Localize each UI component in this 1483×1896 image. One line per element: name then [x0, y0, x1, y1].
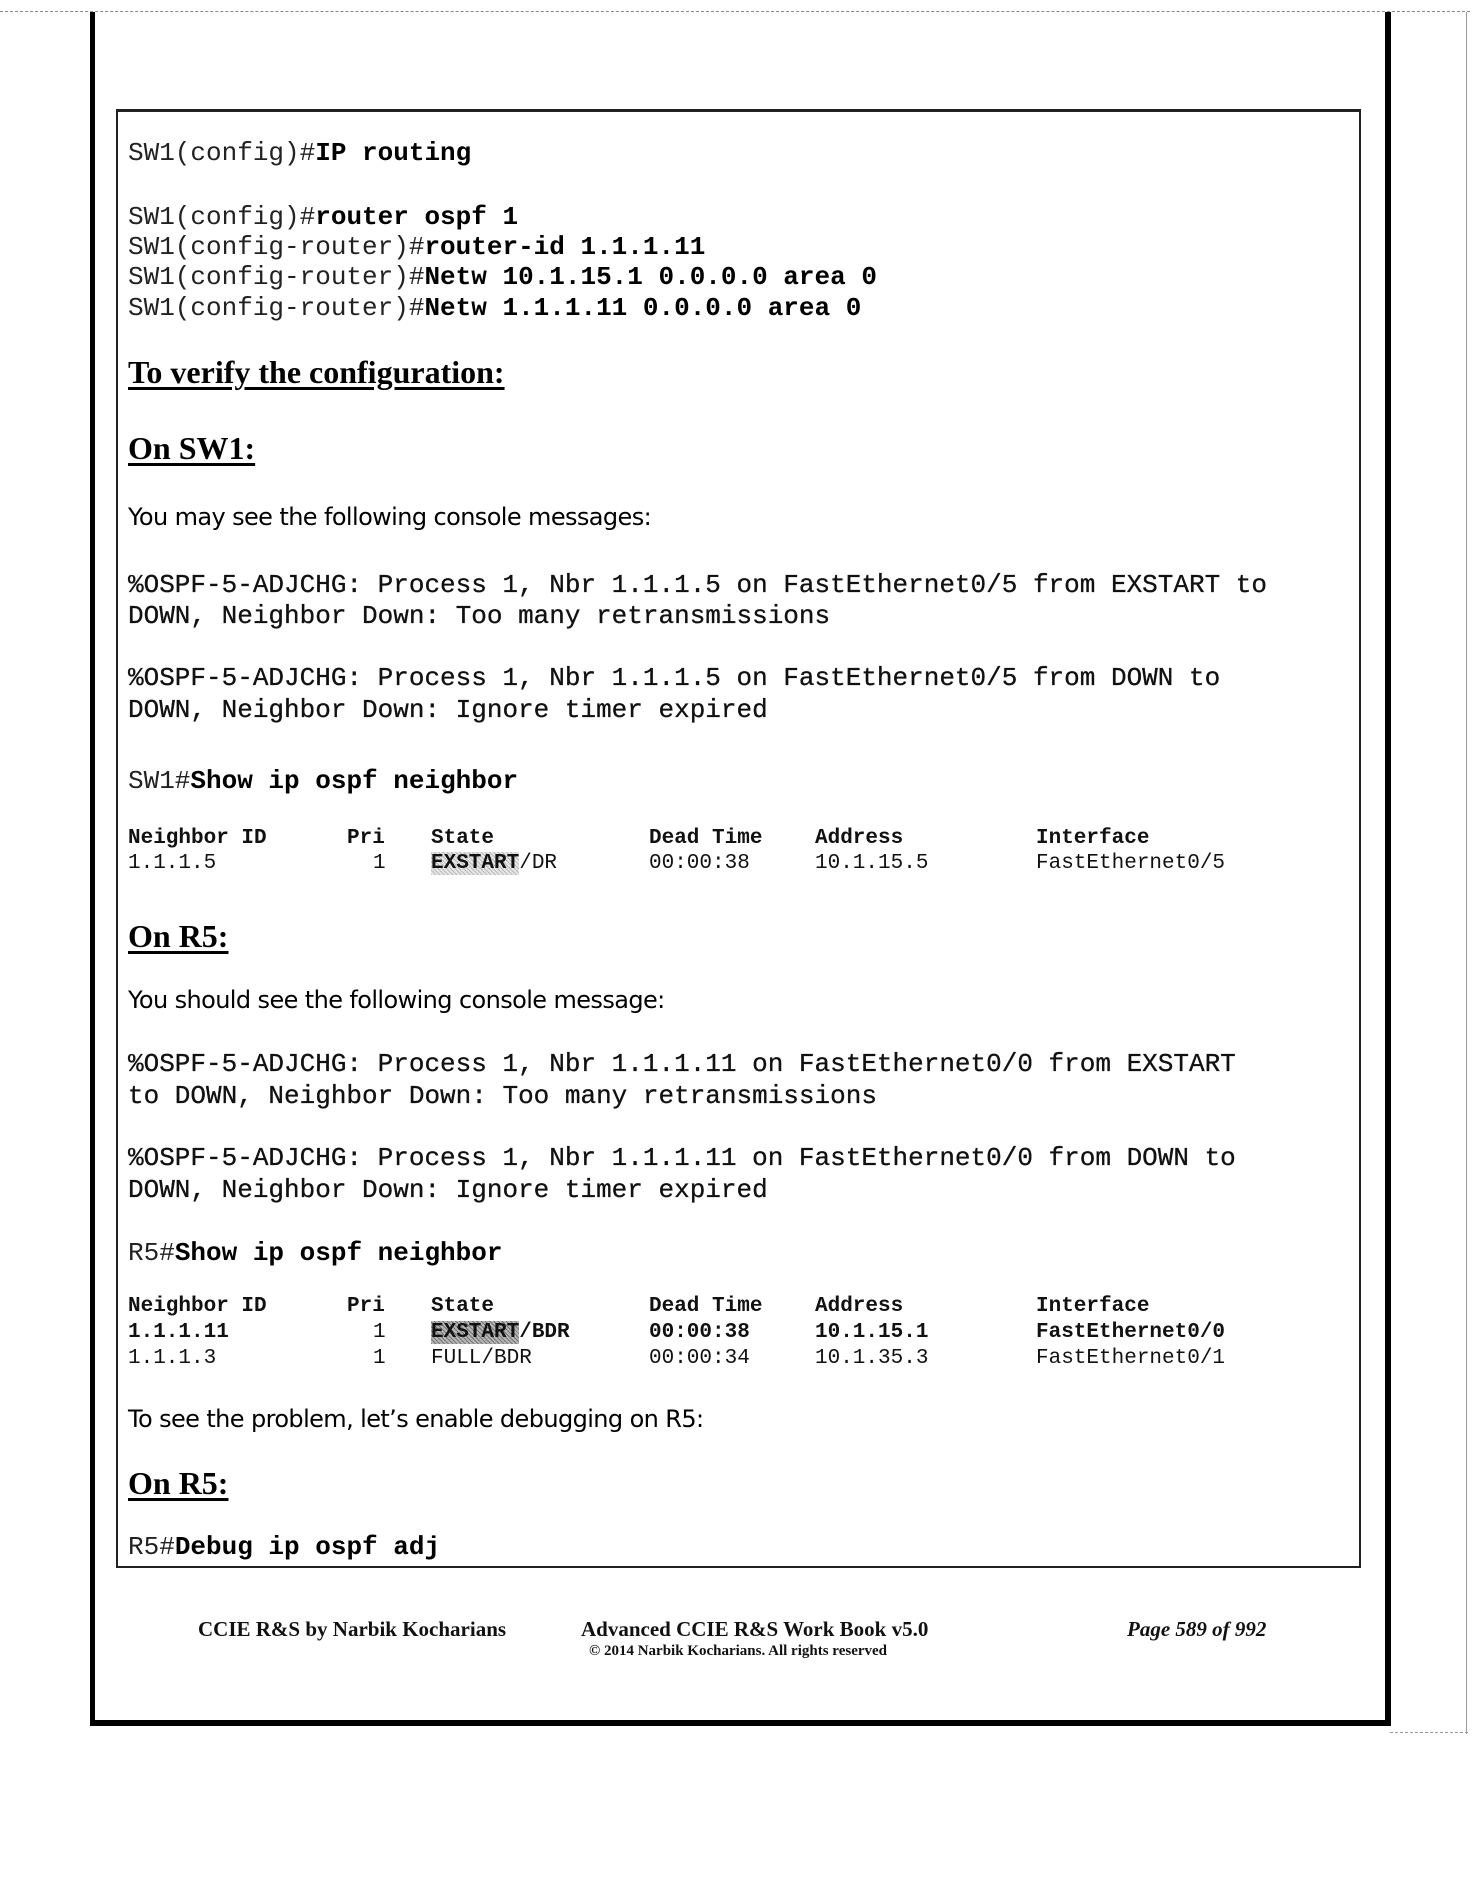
cell-state [431, 852, 557, 875]
cli-command: Netw 1.1.1.11 0.0.0.0 area 0 [424, 293, 862, 323]
cell-state [431, 1321, 570, 1344]
debug-note: To see the problem, let’s enable debugging on R5: [128, 1405, 704, 1433]
table-header-interface: Interface [1036, 827, 1150, 850]
footer-copyright: © 2014 Narbik Kocharians. All rights reserved [589, 1643, 888, 1659]
console-message-line: %OSPF-5-ADJCHG: Process 1, Nbr 1.1.1.5 on FastEthernet0/5 from DOWN to [128, 663, 1221, 693]
console-message-line: to DOWN, Neighbor Down: Too many retransmissions [128, 1081, 877, 1111]
console-message-line: %OSPF-5-ADJCHG: Process 1, Nbr 1.1.1.11 on FastEthernet0/0 from EXSTART [128, 1049, 1236, 1079]
config-line [128, 232, 705, 262]
footer-book-title: Advanced CCIE R&S Work Book v5.0 [581, 1617, 929, 1641]
cell-interface: FastEthernet0/1 [1036, 1347, 1226, 1370]
r5-note: You should see the following console message: [128, 986, 665, 1014]
cli-command: Debug ip ospf adj [174, 1532, 441, 1562]
debug-command [128, 1532, 440, 1562]
cell-pri: 1 [373, 852, 386, 875]
console-message-line: %OSPF-5-ADJCHG: Process 1, Nbr 1.1.1.5 on FastEthernet0/5 from EXSTART to [128, 570, 1267, 600]
cli-prompt: SW1(config)# [128, 138, 316, 168]
cell-state: FULL/BDR [431, 1347, 532, 1370]
table-header-address: Address [815, 1295, 904, 1318]
cell-dead-time: 00:00:38 [649, 1321, 750, 1344]
console-message-line: DOWN, Neighbor Down: Too many retransmissions [128, 601, 831, 631]
debug-heading: On R5: [128, 1465, 229, 1501]
cell-neighbor-id: 1.1.1.3 [128, 1347, 217, 1370]
cli-prompt: R5# [128, 1238, 175, 1268]
cell-pri: 1 [373, 1321, 386, 1344]
cli-command: router ospf 1 [315, 202, 519, 232]
sw1-heading: On SW1: [128, 430, 256, 466]
cli-prompt: R5# [128, 1532, 175, 1562]
r5-heading: On R5: [128, 918, 229, 954]
config-line [128, 138, 471, 168]
footer-page-number: Page 589 of 992 [1127, 1617, 1267, 1641]
table-header-pri: Pri [347, 1295, 385, 1318]
page-bottom-rule [1390, 1732, 1468, 1733]
console-message-line: DOWN, Neighbor Down: Ignore timer expired [128, 1175, 768, 1205]
state-highlight: EXSTART [431, 1321, 520, 1344]
cell-neighbor-id: 1.1.1.11 [128, 1321, 229, 1344]
cli-command: Show ip ospf neighbor [174, 1238, 503, 1268]
cli-prompt: SW1(config-router)# [128, 293, 425, 323]
table-header-interface: Interface [1036, 1295, 1150, 1318]
table-header-address: Address [815, 827, 904, 850]
cell-interface: FastEthernet0/5 [1036, 852, 1226, 875]
state-suffix: /BDR [519, 1321, 570, 1344]
cell-neighbor-id: 1.1.1.5 [128, 852, 217, 875]
cli-command: IP routing [315, 138, 472, 168]
cli-prompt: SW1(config-router)# [128, 232, 425, 262]
cli-command: router-id 1.1.1.11 [424, 232, 706, 262]
table-header-state: State [431, 827, 495, 850]
table-header-neighbor-id: Neighbor ID [128, 827, 267, 850]
cell-address: 10.1.15.1 [815, 1321, 929, 1344]
cli-command: Show ip ospf neighbor [190, 766, 519, 796]
cli-prompt: SW1# [128, 766, 191, 796]
verify-heading: To verify the configuration: [128, 354, 505, 390]
console-message-line: DOWN, Neighbor Down: Ignore timer expired [128, 695, 768, 725]
cell-dead-time: 00:00:38 [649, 852, 750, 875]
config-line [128, 293, 861, 323]
cell-address: 10.1.15.5 [815, 852, 929, 875]
sw1-note: You may see the following console messages: [128, 503, 652, 531]
config-line [128, 202, 518, 232]
console-message-line: %OSPF-5-ADJCHG: Process 1, Nbr 1.1.1.11 on FastEthernet0/0 from DOWN to [128, 1143, 1236, 1173]
cell-pri: 1 [373, 1347, 386, 1370]
page-right-rule [1466, 12, 1467, 1734]
cli-prompt: SW1(config)# [128, 202, 316, 232]
config-line [128, 262, 877, 292]
table-header-dead-time: Dead Time [649, 827, 763, 850]
table-header-dead-time: Dead Time [649, 1295, 763, 1318]
footer-author: CCIE R&S by Narbik Kocharians [198, 1617, 507, 1641]
table-header-neighbor-id: Neighbor ID [128, 1295, 267, 1318]
cell-address: 10.1.35.3 [815, 1347, 929, 1370]
cli-prompt: SW1(config-router)# [128, 262, 425, 292]
sw1-show-command [128, 766, 518, 796]
r5-show-command [128, 1238, 502, 1268]
table-header-state: State [431, 1295, 495, 1318]
cell-interface: FastEthernet0/0 [1036, 1321, 1226, 1344]
cell-dead-time: 00:00:34 [649, 1347, 750, 1370]
state-highlight: EXSTART [431, 852, 520, 875]
cli-command: Netw 10.1.15.1 0.0.0.0 area 0 [424, 262, 877, 292]
table-header-pri: Pri [347, 827, 385, 850]
state-suffix: /DR [519, 852, 558, 875]
